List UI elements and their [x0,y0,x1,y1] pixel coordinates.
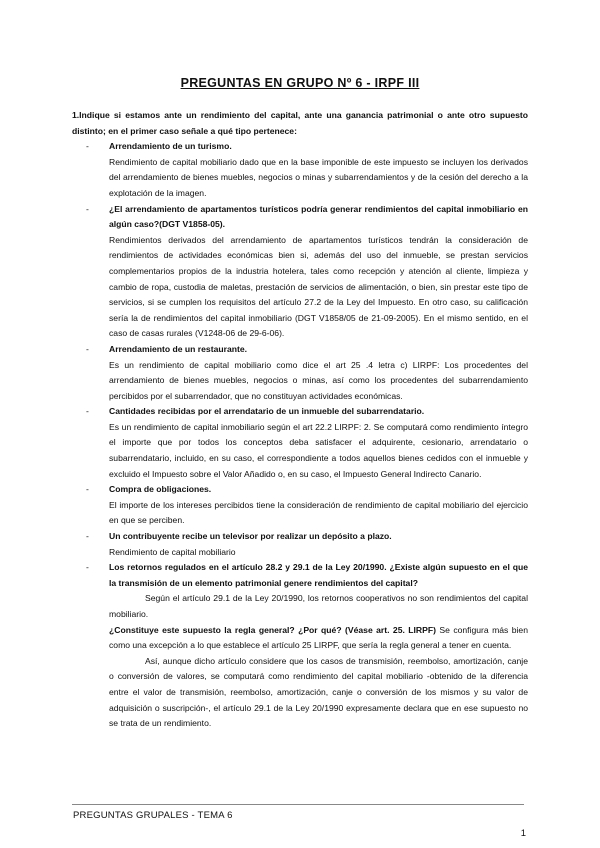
list-item [72,529,528,560]
item-heading: Arrendamiento de un turismo. [109,141,232,152]
item-heading: ¿El arrendamiento de apartamentos turísticos podría generar rendimientos del capital inmobiliario en algún caso?(DGT V1858-05). [109,203,528,230]
item-heading: Los retornos regulados en el artículo 28.2 y 29.1 de la Ley 20/1990. ¿Existe algún supuesto en el que la transmisión de un elemento patrimonial genere rendimientos del capital? [109,562,528,588]
bullet-dash: - [86,141,89,152]
document-body [72,108,528,732]
sub-answer: Se configura más bien como una excepción a lo que establece el artículo 25 LIRPF, que sería la regla general a tener en cuenta. [109,624,528,651]
bullet-dash: - [86,406,89,417]
bullet-dash: - [86,531,89,542]
page-footer: PREGUNTAS GRUPALES - TEMA 6 [73,810,233,821]
bullet-dash: - [86,343,89,354]
page-title: PREGUNTAS EN GRUPO Nº 6 - IRPF III [180,76,420,90]
item-answer: Según el artículo 29.1 de la Ley 20/1990, los retornos cooperativos no son rendimientos del capital mobiliario. [109,593,528,619]
list-item [72,482,528,529]
item-answer: Rendimiento de capital mobiliario [109,546,236,557]
list-item [72,342,528,404]
list-item [72,404,528,482]
item-answer: El importe de los intereses percibidos tiene la consideración de rendimiento de capital mobiliario del ejercicio en que se perciben. [109,499,528,526]
item-heading: Arrendamiento de un restaurante. [109,343,248,354]
item-answer [109,623,528,654]
item-answer: Rendimiento de capital mobiliario dado que en la base imponible de este impuesto se incluyen los derivados del arrendamiento de bienes muebles, negocios o minas y subarrendamientos y de la cesión del derecho a la explotación de la imagen. [109,156,528,198]
sub-question: ¿Constituye este supuesto la regla general? ¿Por qué? (Véase art. 25. LIRPF) [109,624,436,635]
item-heading: Cantidades recibidas por el arrendatario de un inmueble del subarrendatario. [109,406,425,417]
list-item [72,139,528,201]
item-answer: Es un rendimiento de capital inmobiliario según el art 22.2 LIRPF: 2. Se computará como rendimiento íntegro el importe que por todos los conceptos deba satisfacer el adquirente, cesionario, arrendatario o subarrendatario, incluido, en su caso, el correspondiente a todos aquellos bienes cedidos con el inmueble y excluido el Impuesto sobre el Valor Añadido o, en su caso, el Impuesto General Indirecto Canario. [109,421,528,479]
item-answer: Así, aunque dicho artículo considere que los casos de transmisión, reembolso, amortización, canje o conversión de valores, se computará como rendimiento del capital mobiliario -obtenido de la diferencia entre el valor de transmisión, reembolso, amortización, canje o conversión de los mismos y su valor de adquisición o suscripción-, el artículo 29.1 de la Ley 20/1990 expresamente declara que en ese supuesto no se trata de un rendimiento. [109,655,528,729]
page-number: 1 [520,828,526,839]
item-heading: Compra de obligaciones. [109,484,212,495]
list-item [72,202,528,342]
bullet-dash: - [86,484,89,495]
list-item [72,560,528,732]
bullet-dash: - [86,203,89,214]
footer-divider [72,804,524,805]
item-answer: Rendimientos derivados del arrendamiento de apartamentos turísticos tendrán la consideración de rendimientos de actividades económicas bien si, además del uso del inmueble, se prestan servicios complementarios propios de la industria hotelera, tales como recepción y atención al cliente, limpieza y cambio de ropa, custodia de maletas, prestación de servicios de alimentación, o bien, sin prestar este tipo de servicios, si se cumplen los requisitos del artículo 27.2 de la Ley del Impuesto. En otro caso, su calificación sería la de rendimientos del capital inmobiliario (DGT V1858/05 de 21-09-2005). En el mismo sentido, en el caso de casas rurales (V1248-06 de 29-6-06). [109,234,528,339]
question-1: 1.Indique si estamos ante un rendimiento del capital, ante una ganancia patrimonial o ante otro supuesto distinto; en el primer caso señale a qué tipo pertenece: [72,110,528,136]
item-heading: Un contribuyente recibe un televisor por realizar un depósito a plazo. [109,531,392,542]
bullet-dash: - [86,562,89,573]
item-answer: Es un rendimiento de capital mobiliario como dice el art 25 .4 letra c) LIRPF: Los procedentes del arrendamiento de bienes muebles, negocios o minas, así como los procedentes del subarrendamiento percibidos por el subarrendador, que no constituyan actividades económicas. [109,359,528,401]
